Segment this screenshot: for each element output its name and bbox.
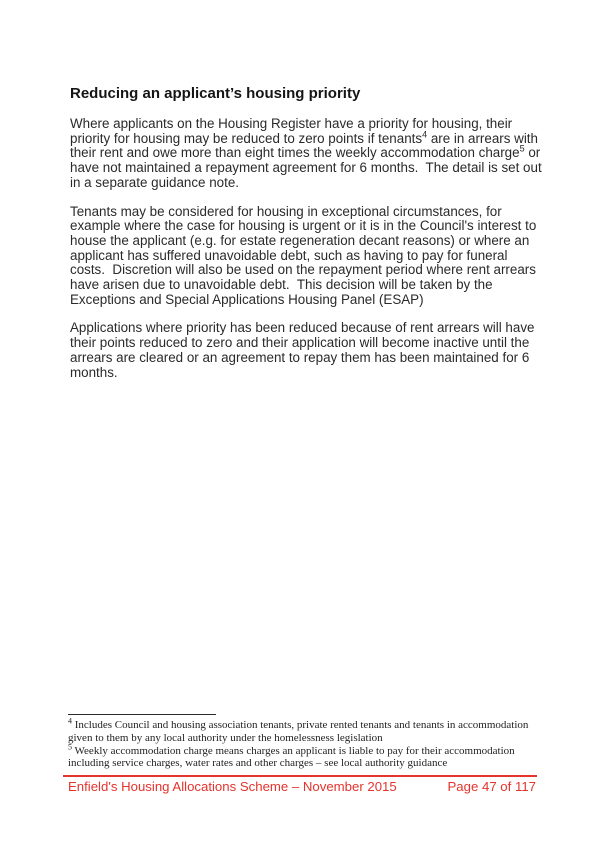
body-paragraphs (70, 116, 546, 380)
footnote-ref: 5 (519, 143, 525, 154)
footer-page-number: Page 47 of 117 (447, 779, 536, 794)
paragraph: Applications where priority has been reduced because of rent arrears will have their points reduced to zero and their application will become inactive until the arrears are cleared or an agreement to repay them has been maintained for 6 months. (70, 320, 539, 380)
footnote-marker: 5 (68, 741, 72, 751)
footnote-section (68, 714, 544, 770)
footnote-marker: 4 (68, 716, 72, 726)
footnote: $^5$ Weekly accommodation charge means charges an applicant is liable to pay for their accommodation including service charges, water rates and other charges – see local authority guidance (68, 741, 518, 770)
paragraph: Where applicants on the Housing Register have a priority for housing, their priority for housing may be reduced to zero points if tenants$^4$ are in arrears with their rent and owe more than eight times the weekly accommodation charge$^5$ or have not maintained a repayment agreement for 6 months. The detail is set out in a separate guidance note. (70, 116, 546, 190)
footer-document-title: Enfield's Housing Allocations Scheme – November 2015 (68, 779, 397, 794)
page-footer (68, 779, 536, 794)
footer-rule (63, 775, 537, 777)
page-heading: Reducing an applicant’s housing priority (70, 85, 361, 102)
footnote-separator (68, 714, 216, 715)
page-content (70, 85, 546, 394)
paragraph: Tenants may be considered for housing in exceptional circumstances, for example where the case for housing is urgent or it is in the Council's interest to house the applicant (e.g. for estate regeneration decant reasons) or where an applicant has suffered unavoidable debt, such as having to pay for funeral costs. Discretion will also be used on the repayment period where rent arrears have arisen due to unavoidable debt. This decision will be taken by the Exceptions and Special Applications Housing Panel (ESAP) (70, 203, 540, 307)
footnote: $^4$ Includes Council and housing association tenants, private rented tenants and tenants in accommodation given to them by any local authority under the homelessness legislation (68, 716, 532, 744)
footnote-ref: 4 (422, 129, 428, 140)
footnote-list (68, 716, 544, 770)
